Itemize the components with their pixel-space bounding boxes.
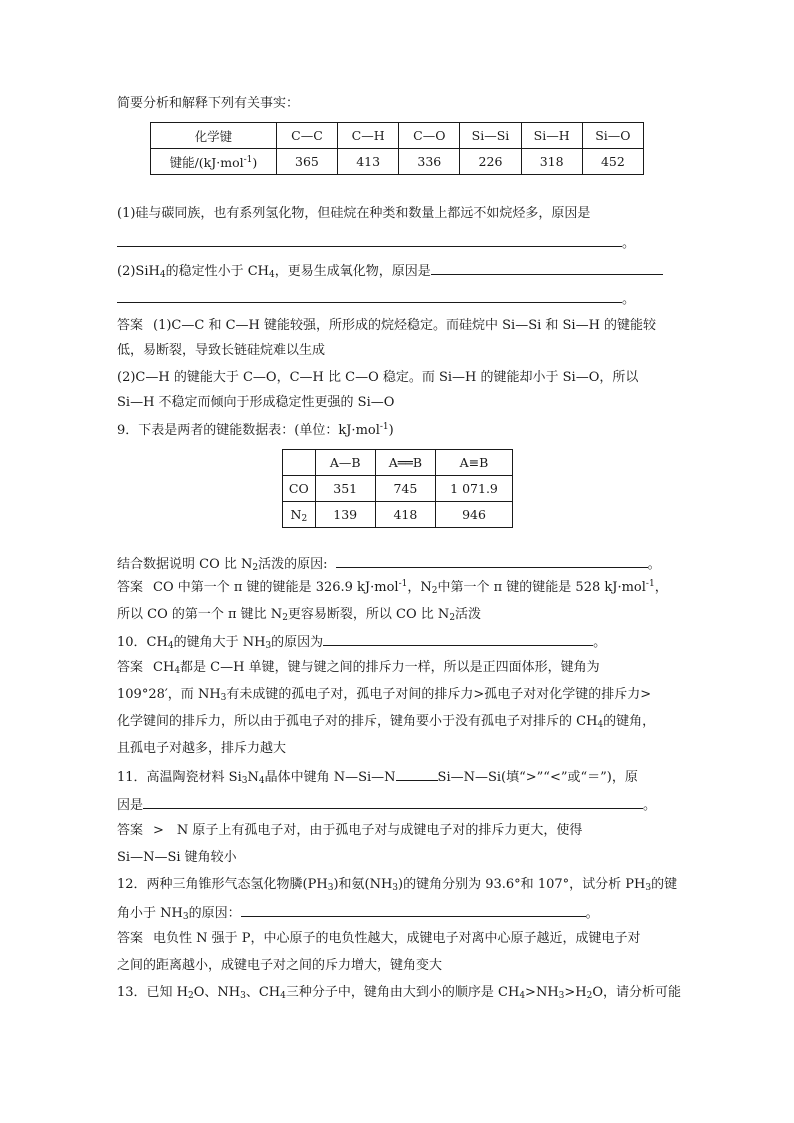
table-header-cell: Si—H xyxy=(521,123,582,149)
table-row xyxy=(151,123,644,149)
table-header-cell: Si—Si xyxy=(460,123,521,149)
table-cell: 365 xyxy=(276,149,337,175)
table-row xyxy=(283,450,513,476)
table-header-cell: C—C xyxy=(276,123,337,149)
table-header-cell: A══B xyxy=(375,450,435,476)
question-10: 10．$CH_4$的键角大于 $NH_3$的原因为 。 xyxy=(117,635,607,651)
question-11-line-2: 因是 。 xyxy=(117,798,657,813)
table-row-label: $N_2$ xyxy=(283,502,316,528)
answer-8-line-2: 低，易断裂，导致长链硅烷难以生成 xyxy=(117,343,326,358)
answer-10-line-3: 化学键间的排斥力，所以由于孤电子对的排斥，键角要小于没有孤电子对排斥的 $CH_4$的键角， xyxy=(117,714,656,730)
answer-12-line-1: 答案 电负性 N 强于 P，中心原子的电负性越大，成键电子对离中心原子越近，成键电子对 xyxy=(117,931,641,946)
table-header-cell: Si—O xyxy=(582,123,643,149)
answer-blank[interactable] xyxy=(117,290,622,303)
answer-8-line-1: 答案 (1)C—C 和 C—H 键能较强，所形成的烷烃稳定。而硅烷中 Si—Si 和 Si—H 的键能较 xyxy=(117,318,657,333)
table-row-label: CO xyxy=(283,476,316,502)
table-header-cell: C—H xyxy=(338,123,399,149)
answer-10-line-1: 答案 $CH_4$都是 C—H 单键，键与键之间的排斥力一样，所以是正四面体形，键角为 xyxy=(117,660,600,676)
question-11: 11．高温陶瓷材料 $Si_3N_4$晶体中键角 N—Si—N Si—N—Si(填“>”“<”或“＝”)，原 xyxy=(117,770,638,786)
question-2: (2)SiH$_4$的稳定性小于 $CH_4$，更易生成氧化物，原因是 xyxy=(117,262,682,280)
answer-9-line-1: 答案 CO 中第一个 π 键的键能是 326.9 kJ·mol$^{-1}$，$N_2$中第一个 π 键的键能是 528 kJ·mol$^{-1}$， xyxy=(117,579,668,596)
answer-blank[interactable] xyxy=(117,234,622,247)
table-header-cell xyxy=(283,450,316,476)
answer-label: 答案 xyxy=(117,318,144,333)
answer-blank[interactable] xyxy=(396,768,438,781)
answer-10-line-4: 且孤电子对越多，排斥力越大 xyxy=(117,741,287,756)
answer-blank[interactable] xyxy=(323,633,593,646)
table-cell: 452 xyxy=(582,149,643,175)
table-header-cell: C—O xyxy=(399,123,460,149)
table-cell: 418 xyxy=(375,502,435,528)
question-1-blank-line: 。 xyxy=(117,234,682,252)
bond-energy-table-2 xyxy=(282,449,513,528)
answer-blank[interactable] xyxy=(143,796,643,809)
table-header-cell: A≡B xyxy=(436,450,513,476)
bond-energy-table-1 xyxy=(150,122,644,175)
table-cell: 413 xyxy=(338,149,399,175)
answer-9-line-2: 所以 CO 的第一个 π 键比 $N_2$更容易断裂，所以 CO 比 $N_2$活泼 xyxy=(117,607,482,623)
answer-8-line-4: Si—H 不稳定而倾向于形成稳定性更强的 Si—O xyxy=(117,395,395,410)
table-cell: 745 xyxy=(375,476,435,502)
answer-8-line-3: (2)C—H 的键能大于 C—O，C—H 比 C—O 稳定。而 Si—H 的键能却小于 Si—O，所以 xyxy=(117,370,639,385)
table-header-cell: 化学键 xyxy=(151,123,277,149)
answer-label: 答案 xyxy=(117,660,144,675)
answer-label: 答案 xyxy=(117,580,144,595)
table-cell: 946 xyxy=(436,502,513,528)
answer-blank[interactable] xyxy=(336,555,648,568)
answer-12-line-2: 之间的距离越小，成键电子对之间的斥力增大，键角变大 xyxy=(117,958,443,973)
table-row xyxy=(283,502,513,528)
table-cell: 139 xyxy=(315,502,375,528)
answer-label: 答案 xyxy=(117,931,144,946)
answer-blank[interactable] xyxy=(431,262,663,275)
answer-11-line-2: Si—N—Si 键角较小 xyxy=(117,850,237,865)
answer-11-line-1: 答案 > N 原子上有孤电子对，由于孤电子对与成键电子对的排斥力更大，使得 xyxy=(117,823,583,838)
question-2-blank-line: 。 xyxy=(117,290,682,308)
table-cell: 226 xyxy=(460,149,521,175)
question-9-prompt: 结合数据说明 CO 比 $N_2$活泼的原因: 。 xyxy=(117,557,661,573)
table-cell: 336 xyxy=(399,149,460,175)
table-cell: 1 071.9 xyxy=(436,476,513,502)
question-12: 12．两种三角锥形气态氢化物膦$(PH_3)$和氨$(NH_3)$的键角分别为 93.6°和 107°，试分析 $PH_3$的键 xyxy=(117,877,678,893)
table-header-cell: A—B xyxy=(315,450,375,476)
table-cell: 351 xyxy=(315,476,375,502)
table-cell: 318 xyxy=(521,149,582,175)
answer-label: 答案 xyxy=(117,823,144,838)
answer-10-line-2: 109°28′，而 $NH_3$有未成键的孤电子对，孤电子对间的排斥力>孤电子对对化学键的排斥力> xyxy=(117,687,652,703)
table-row xyxy=(283,476,513,502)
question-13: 13．已知 $H_2O$、$NH_3$、$CH_4$三种分子中，键角由大到小的顺序是 $CH_4>NH_3>H_2O$，请分析可能 xyxy=(117,985,682,1001)
question-9: 9．下表是两者的键能数据表：(单位：kJ·mol$^{-1}$) xyxy=(117,422,394,438)
question-1: (1)硅与碳同族，也有系列氢化物，但硅烷在种类和数量上都远不如烷烃多，原因是 xyxy=(117,206,591,221)
intro-text: 简要分析和解释下列有关事实： xyxy=(117,96,300,111)
answer-blank[interactable] xyxy=(241,904,586,917)
question-12-line-2: 角小于 $NH_3$的原因： 。 xyxy=(117,906,599,922)
table-row-label: 键能/(kJ·mol$^{-1}$) xyxy=(151,149,277,175)
table-row xyxy=(151,149,644,175)
